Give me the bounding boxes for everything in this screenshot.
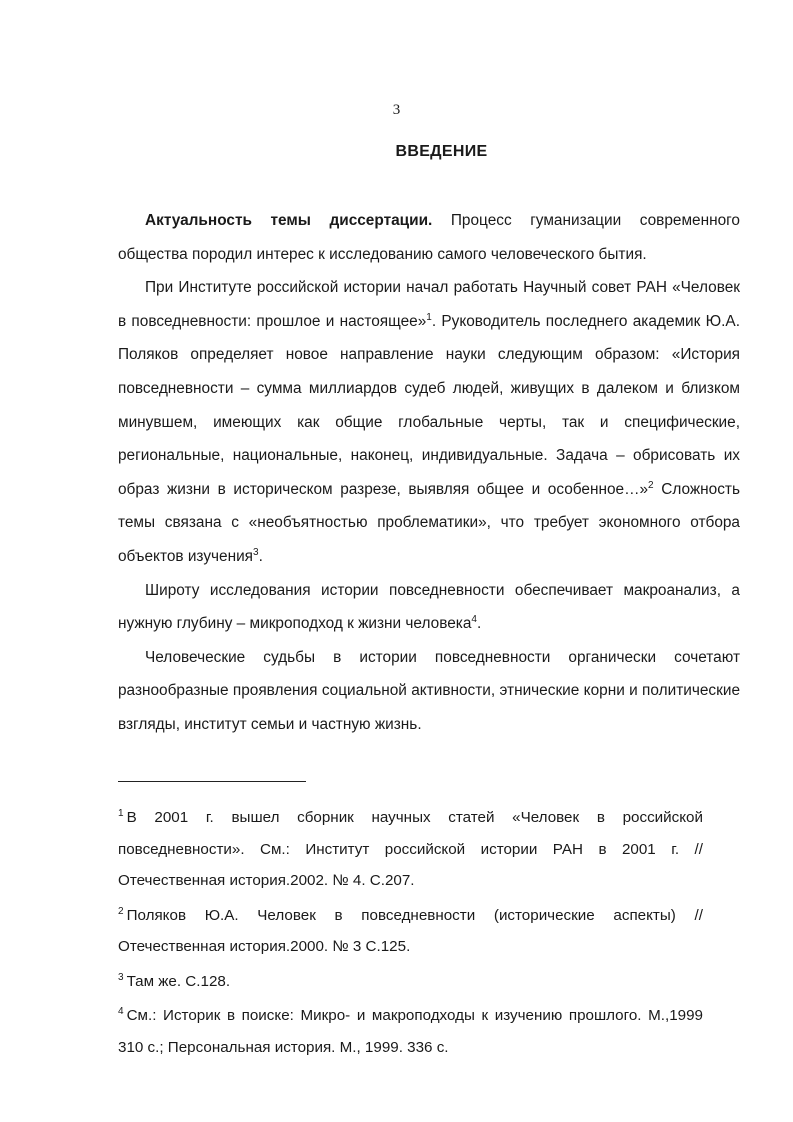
footnote-text: Поляков Ю.А. Человек в повседневности (исторические аспекты) // Отечественная история.2000. № 3 С.125. (118, 906, 703, 955)
footnote-item (118, 966, 703, 998)
page-number: 3 (392, 102, 401, 118)
council-text-3: Сложность темы связана с «необъятностью проблематики», что требует экономного отбора объектов изучения (118, 480, 740, 565)
footnote-ref-2: 2 (648, 479, 654, 491)
footnotes (118, 802, 703, 1066)
main-text (118, 204, 740, 742)
paragraph-council (118, 271, 740, 573)
footnote-ref-3: 3 (253, 546, 259, 558)
footnote-number: 4 (118, 1006, 124, 1017)
footnote-item (118, 1000, 703, 1063)
footnote-ref-1: 1 (426, 311, 432, 323)
footnote-ref-4: 4 (471, 614, 477, 626)
footnote-text: Там же. С.128. (126, 972, 231, 990)
relevance-lead: Актуальность темы диссертации. (145, 212, 433, 229)
footnote-item (118, 900, 703, 963)
footnote-item (118, 802, 703, 897)
council-text-2: . Руководитель последнего академик Ю.А. Поляков определяет новое направление науки следующим образом: «История повседневности – сумма миллиардов судеб людей, живущих в далеком и близком минувшем, имеющих как общие глобальные черты, так и специфические, региональные, национальные, наконец, индивидуальные. Задача – обрисовать их образ жизни в историческом разрезе, выявляя общее и особенное…» (118, 312, 740, 498)
macro-text-2: . (476, 615, 482, 633)
footnote-text: В 2001 г. вышел сборник научных статей «Человек в российской повседневности». См.: Институт российской истории РАН в 2001 г. // Отечественная история.2002. № 4. С.207. (118, 809, 703, 889)
paragraph-fates: Человеческие судьбы в истории повседневности органически сочетают разнообразные проявления социальной активности, этнические корни и политические взгляды, институт семьи и частную жизнь. (118, 648, 740, 733)
footnote-number: 2 (118, 905, 124, 917)
relevance-text: Процесс гуманизации современного общества породил интерес к исследованию самого человеческого бытия. (118, 212, 740, 263)
council-text-4: . (258, 547, 263, 565)
footnote-text: См.: Историк в поиске: Микро- и макроподходы к изучению прошлого. М.,1999 310 с.; Персональная история. М., 1999. 336 с. (118, 1007, 703, 1056)
footnote-number: 3 (118, 971, 124, 983)
macro-text-1: Широту исследования истории повседневности обеспечивает макроанализ, а нужную глубину – микроподход к жизни человека (118, 581, 740, 633)
footnote-divider (118, 781, 306, 782)
footnote-number: 1 (118, 808, 124, 819)
council-text-1: При Институте российской истории начал работать Научный совет РАН «Человек в повседневности: прошлое и настоящее» (118, 279, 740, 330)
page-title: ВВЕДЕНИЕ (395, 143, 488, 160)
paragraph-macroanalysis (118, 574, 740, 641)
paragraph-relevance (118, 204, 740, 271)
